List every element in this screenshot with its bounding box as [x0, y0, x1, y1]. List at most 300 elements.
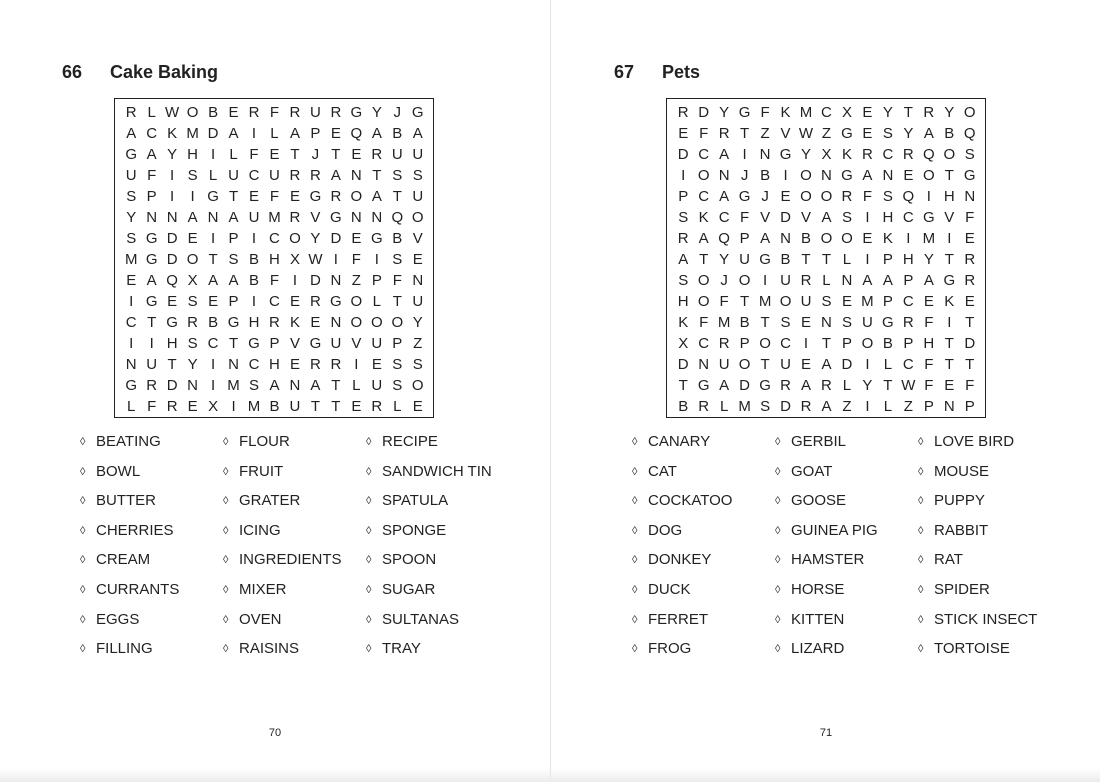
word-item: [632, 432, 775, 462]
word-label: LIZARD: [791, 640, 845, 658]
grid-letter: P: [228, 293, 239, 310]
grid-letter: C: [698, 335, 710, 352]
grid-letter: G: [125, 146, 138, 163]
grid-letter: M: [247, 398, 261, 415]
grid-letter: N: [759, 146, 771, 163]
diamond-icon: ◊: [918, 583, 924, 596]
grid-letter: N: [841, 272, 853, 289]
grid-letter: N: [371, 209, 383, 226]
grid-letter: F: [699, 314, 709, 331]
grid-letter: I: [865, 356, 870, 373]
grid-letter: K: [289, 314, 300, 331]
grid-letter: G: [759, 377, 771, 394]
grid-letter: A: [862, 167, 873, 184]
grid-letter: T: [147, 314, 157, 331]
diamond-icon: ◊: [80, 583, 86, 596]
grid-letter: M: [738, 398, 751, 415]
grid-letter: C: [698, 146, 710, 163]
grid-letter: S: [841, 209, 852, 226]
grid-letter: N: [698, 356, 710, 373]
grid-letter: P: [678, 188, 689, 205]
grid-letter: S: [678, 272, 689, 289]
diamond-icon: ◊: [80, 465, 86, 478]
grid-letter: S: [126, 230, 137, 247]
word-item: [80, 432, 223, 462]
grid-row: [117, 291, 431, 312]
diamond-icon: ◊: [775, 436, 781, 448]
word-item: [366, 580, 526, 610]
grid-letter: C: [718, 209, 730, 226]
grid-letter: E: [269, 146, 280, 163]
word-label: RECIPE: [382, 433, 438, 450]
grid-letter: D: [841, 356, 853, 373]
grid-letter: T: [167, 356, 177, 373]
word-list: [632, 432, 1078, 669]
grid-letter: N: [882, 167, 894, 184]
grid-letter: D: [330, 230, 342, 247]
grid-letter: A: [801, 377, 812, 394]
grid-letter: H: [677, 293, 689, 310]
grid-row: [669, 333, 983, 354]
grid-letter: A: [330, 167, 341, 184]
grid-letter: D: [166, 251, 178, 268]
grid-letter: E: [862, 230, 873, 247]
grid-letter: L: [842, 251, 852, 268]
diamond-icon: ◊: [366, 583, 372, 596]
grid-letter: O: [411, 377, 424, 394]
grid-letter: X: [187, 272, 198, 289]
grid-letter: I: [865, 209, 870, 226]
grid-letter: I: [210, 230, 216, 247]
grid-letter: G: [248, 335, 260, 352]
diamond-icon: ◊: [918, 613, 924, 626]
grid-letter: G: [145, 230, 158, 247]
grid-letter: I: [210, 377, 216, 394]
grid-letter: O: [738, 272, 751, 289]
word-label: FILLING: [96, 640, 153, 658]
grid-letter: P: [841, 335, 852, 352]
grid-letter: O: [370, 314, 383, 331]
grid-letter: I: [129, 293, 134, 310]
grid-letter: L: [883, 398, 893, 415]
grid-letter: S: [187, 335, 198, 352]
grid-letter: O: [922, 167, 935, 184]
grid-letter: Z: [413, 335, 423, 352]
diamond-icon: ◊: [223, 613, 229, 626]
diamond-icon: ◊: [918, 495, 924, 508]
grid-letter: H: [269, 251, 280, 268]
word-label: RAT: [934, 551, 963, 569]
grid-letter: Y: [126, 209, 137, 226]
word-item: [80, 491, 223, 521]
grid-letter: D: [677, 356, 689, 373]
grid-letter: E: [351, 230, 362, 247]
word-item: [775, 491, 918, 521]
grid-letter: H: [166, 335, 178, 352]
puzzle-number: 67: [614, 62, 635, 82]
grid-letter: E: [780, 188, 791, 205]
grid-letter: R: [677, 230, 689, 247]
word-item: [775, 580, 918, 610]
grid-letter: I: [803, 335, 809, 352]
grid-letter: G: [145, 251, 158, 268]
grid-letter: Y: [903, 125, 914, 142]
grid-letter: U: [309, 104, 321, 121]
grid-letter: R: [902, 146, 914, 163]
grid-letter: P: [964, 398, 975, 415]
grid-letter: R: [841, 188, 853, 205]
grid-letter: E: [167, 293, 178, 310]
grid-row: [669, 249, 983, 270]
grid-letter: R: [309, 356, 321, 373]
word-label: STICK INSECT: [934, 610, 1038, 628]
grid-letter: N: [780, 230, 791, 247]
word-label: CAT: [648, 462, 677, 480]
grid-letter: V: [412, 230, 423, 247]
grid-letter: P: [903, 272, 914, 289]
grid-letter: C: [780, 335, 791, 352]
diamond-icon: ◊: [918, 524, 924, 537]
grid-letter: N: [330, 314, 342, 331]
word-item: [632, 462, 775, 492]
grid-letter: B: [678, 398, 689, 415]
word-item: [80, 550, 223, 580]
grid-letter: G: [166, 314, 178, 331]
grid-letter: T: [740, 125, 750, 142]
grid-letter: C: [902, 356, 914, 373]
grid-letter: L: [270, 125, 279, 142]
grid-letter: O: [186, 251, 199, 268]
word-item: [918, 550, 1078, 580]
grid-letter: Y: [167, 146, 178, 163]
diamond-icon: ◊: [223, 524, 229, 537]
grid-letter: I: [170, 188, 175, 205]
word-item: [223, 462, 366, 492]
grid-letter: O: [800, 167, 812, 184]
grid-letter: A: [698, 230, 709, 247]
word-label: SPATULA: [382, 492, 449, 510]
grid-letter: C: [207, 335, 219, 352]
grid-letter: N: [718, 167, 730, 184]
grid-letter: R: [718, 335, 730, 352]
grid-letter: I: [865, 398, 870, 415]
grid-letter: A: [289, 125, 300, 142]
word-item: [775, 610, 918, 640]
grid-row: [669, 228, 983, 249]
grid-letter: S: [126, 188, 137, 205]
grid-letter: R: [289, 209, 301, 226]
grid-letter: O: [289, 230, 301, 247]
grid-letter: F: [269, 272, 280, 289]
grid-letter: F: [269, 188, 280, 205]
grid-letter: M: [758, 293, 772, 310]
grid-letter: N: [125, 356, 137, 373]
grid-letter: G: [841, 167, 853, 184]
grid-letter: E: [371, 356, 382, 373]
grid-letter: W: [901, 377, 916, 394]
grid-letter: B: [944, 125, 955, 142]
grid-letter: F: [924, 377, 934, 394]
grid-row: [669, 396, 983, 417]
grid-letter: F: [760, 104, 770, 121]
word-list: [80, 432, 526, 669]
grid-letter: D: [207, 125, 219, 142]
grid-letter: J: [761, 188, 769, 205]
word-label: BOWL: [96, 462, 141, 480]
grid-letter: Q: [166, 272, 178, 289]
grid-letter: T: [821, 251, 832, 268]
grid-row: [669, 270, 983, 291]
grid-letter: J: [740, 167, 749, 184]
grid-letter: O: [350, 314, 363, 331]
grid-letter: P: [882, 293, 893, 310]
grid-letter: D: [166, 377, 178, 394]
grid-letter: E: [289, 293, 300, 310]
grid-letter: E: [228, 104, 239, 121]
word-label: MIXER: [239, 580, 287, 598]
word-item: [366, 639, 526, 669]
grid-row: [117, 123, 431, 144]
grid-letter: Y: [310, 230, 321, 247]
grid-letter: V: [801, 209, 812, 226]
grid-letter: T: [965, 314, 975, 331]
grid-letter: Y: [801, 146, 812, 163]
grid-letter: A: [269, 377, 280, 394]
grid-letter: A: [862, 272, 873, 289]
grid-letter: S: [882, 125, 893, 142]
grid-letter: R: [187, 314, 199, 331]
grid-letter: S: [392, 377, 403, 394]
grid-letter: P: [228, 230, 239, 247]
grid-letter: U: [780, 272, 791, 289]
grid-letter: G: [370, 230, 383, 247]
word-item: [918, 521, 1078, 551]
grid-letter: E: [801, 356, 812, 373]
word-label: LOVE BIRD: [934, 433, 1015, 450]
grid-letter: F: [147, 167, 157, 184]
grid-letter: R: [289, 167, 301, 184]
word-item: [80, 462, 223, 492]
grid-letter: G: [125, 377, 138, 394]
grid-letter: N: [187, 377, 199, 394]
grid-letter: T: [392, 293, 402, 310]
grid-letter: X: [289, 251, 300, 268]
grid-letter: F: [924, 314, 934, 331]
diamond-icon: ◊: [80, 613, 86, 626]
grid-letter: U: [412, 188, 424, 205]
grid-letter: A: [821, 209, 832, 226]
diamond-icon: ◊: [223, 495, 229, 508]
grid-letter: E: [249, 188, 260, 205]
grid-row: [669, 165, 983, 186]
grid-letter: N: [412, 272, 424, 289]
grid-letter: R: [964, 272, 976, 289]
grid-letter: I: [354, 356, 359, 373]
grid-letter: P: [903, 335, 914, 352]
word-item: [80, 521, 223, 551]
grid-letter: U: [391, 146, 403, 163]
grid-letter: U: [739, 251, 751, 268]
grid-letter: R: [861, 146, 873, 163]
grid-letter: G: [411, 104, 424, 121]
grid-letter: F: [924, 356, 934, 373]
diamond-icon: ◊: [775, 524, 781, 537]
grid-letter: T: [821, 335, 832, 352]
grid-letter: T: [228, 188, 239, 205]
grid-letter: T: [678, 377, 688, 394]
diamond-icon: ◊: [223, 436, 229, 448]
diamond-icon: ◊: [632, 524, 638, 537]
word-label: RAISINS: [239, 640, 300, 658]
grid-letter: R: [902, 314, 914, 331]
grid-row: [117, 333, 431, 354]
grid-letter: W: [308, 251, 323, 268]
word-label: FLOUR: [239, 433, 290, 450]
grid-letter: A: [187, 209, 198, 226]
grid-letter: X: [208, 398, 219, 415]
grid-letter: T: [903, 104, 913, 121]
word-item: [918, 432, 1078, 462]
grid-letter: V: [944, 209, 955, 226]
grid-letter: W: [165, 104, 180, 121]
grid-letter: U: [146, 356, 158, 373]
word-label: GOAT: [791, 462, 833, 480]
grid-letter: Y: [862, 377, 873, 394]
word-label: SPONGE: [382, 521, 447, 539]
grid-letter: G: [697, 377, 710, 394]
grid-letter: N: [207, 209, 219, 226]
grid-letter: P: [146, 188, 157, 205]
grid-letter: P: [392, 335, 403, 352]
grid-letter: A: [719, 188, 730, 205]
word-label: EGGS: [96, 610, 140, 628]
grid-letter: F: [147, 398, 157, 415]
grid-letter: A: [371, 188, 382, 205]
grid-letter: S: [392, 167, 403, 184]
grid-letter: T: [290, 146, 300, 163]
grid-letter: T: [740, 293, 750, 310]
word-label: MOUSE: [934, 462, 990, 480]
grid-letter: O: [779, 293, 792, 310]
grid-letter: R: [677, 104, 689, 121]
word-item: [366, 462, 526, 492]
grid-letter: M: [268, 209, 281, 226]
word-label: TRAY: [382, 640, 421, 658]
word-label: SPIDER: [934, 580, 990, 598]
grid-letter: B: [739, 314, 750, 331]
grid-letter: A: [821, 356, 832, 373]
grid-letter: A: [882, 272, 893, 289]
diamond-icon: ◊: [366, 524, 372, 537]
word-label: SULTANAS: [382, 610, 459, 628]
word-item: [775, 462, 918, 492]
grid-letter: O: [963, 104, 976, 121]
grid-letter: O: [861, 335, 874, 352]
grid-letter: T: [944, 251, 954, 268]
grid-letter: M: [922, 230, 936, 247]
word-item: [80, 580, 223, 610]
word-item: [366, 610, 526, 640]
grid-row: [669, 312, 983, 333]
grid-letter: P: [269, 335, 280, 352]
diamond-icon: ◊: [918, 643, 924, 656]
grid-letter: G: [963, 167, 976, 184]
grid-letter: W: [798, 125, 814, 142]
grid-letter: O: [697, 293, 710, 310]
grid-letter: S: [760, 398, 771, 415]
grid-letter: I: [129, 335, 134, 352]
grid-letter: R: [166, 398, 178, 415]
word-label: SANDWICH TIN: [382, 462, 492, 480]
word-label: DONKEY: [648, 551, 712, 569]
word-label: TORTOISE: [934, 640, 1010, 658]
grid-letter: F: [862, 188, 872, 205]
diamond-icon: ◊: [775, 554, 781, 567]
word-item: [918, 610, 1078, 640]
puzzle-number: 66: [62, 62, 83, 82]
grid-letter: A: [228, 209, 239, 226]
word-label: FRUIT: [239, 462, 284, 480]
grid-letter: F: [392, 272, 402, 289]
grid-letter: S: [187, 293, 198, 310]
word-item: [223, 491, 366, 521]
grid-letter: Q: [902, 188, 915, 205]
diamond-icon: ◊: [366, 613, 372, 626]
diamond-icon: ◊: [918, 554, 924, 567]
grid-letter: N: [350, 167, 362, 184]
grid-letter: C: [821, 104, 832, 121]
grid-letter: R: [698, 398, 710, 415]
grid-row: [669, 186, 983, 207]
diamond-icon: ◊: [632, 465, 638, 478]
grid-letter: P: [923, 398, 934, 415]
grid-letter: U: [718, 356, 730, 373]
diamond-icon: ◊: [918, 436, 924, 448]
word-item: [632, 550, 775, 580]
grid-letter: K: [780, 104, 791, 121]
grid-letter: I: [947, 230, 952, 247]
word-label: FROG: [648, 640, 692, 658]
grid-letter: S: [392, 251, 403, 268]
grid-letter: R: [330, 104, 342, 121]
grid-letter: C: [125, 314, 137, 331]
diamond-icon: ◊: [80, 495, 86, 508]
diamond-icon: ◊: [632, 643, 638, 656]
letter-grid: [666, 98, 986, 418]
grid-letter: U: [780, 356, 791, 373]
grid-row: [669, 354, 983, 375]
word-item: [223, 521, 366, 551]
grid-letter: N: [228, 356, 239, 373]
grid-letter: A: [126, 125, 137, 142]
grid-letter: O: [391, 314, 404, 331]
grid-letter: K: [678, 314, 689, 331]
grid-letter: G: [882, 314, 894, 331]
diamond-icon: ◊: [775, 643, 781, 656]
word-label: PUPPY: [934, 492, 985, 510]
diamond-icon: ◊: [366, 643, 372, 656]
grid-letter: D: [309, 272, 321, 289]
grid-row: [669, 207, 983, 228]
grid-letter: R: [821, 377, 832, 394]
grid-letter: R: [248, 104, 260, 121]
grid-letter: T: [208, 251, 218, 268]
grid-letter: E: [923, 293, 934, 310]
grid-letter: G: [330, 209, 342, 226]
grid-letter: E: [412, 251, 423, 268]
grid-letter: E: [903, 167, 914, 184]
grid-letter: E: [801, 314, 812, 331]
